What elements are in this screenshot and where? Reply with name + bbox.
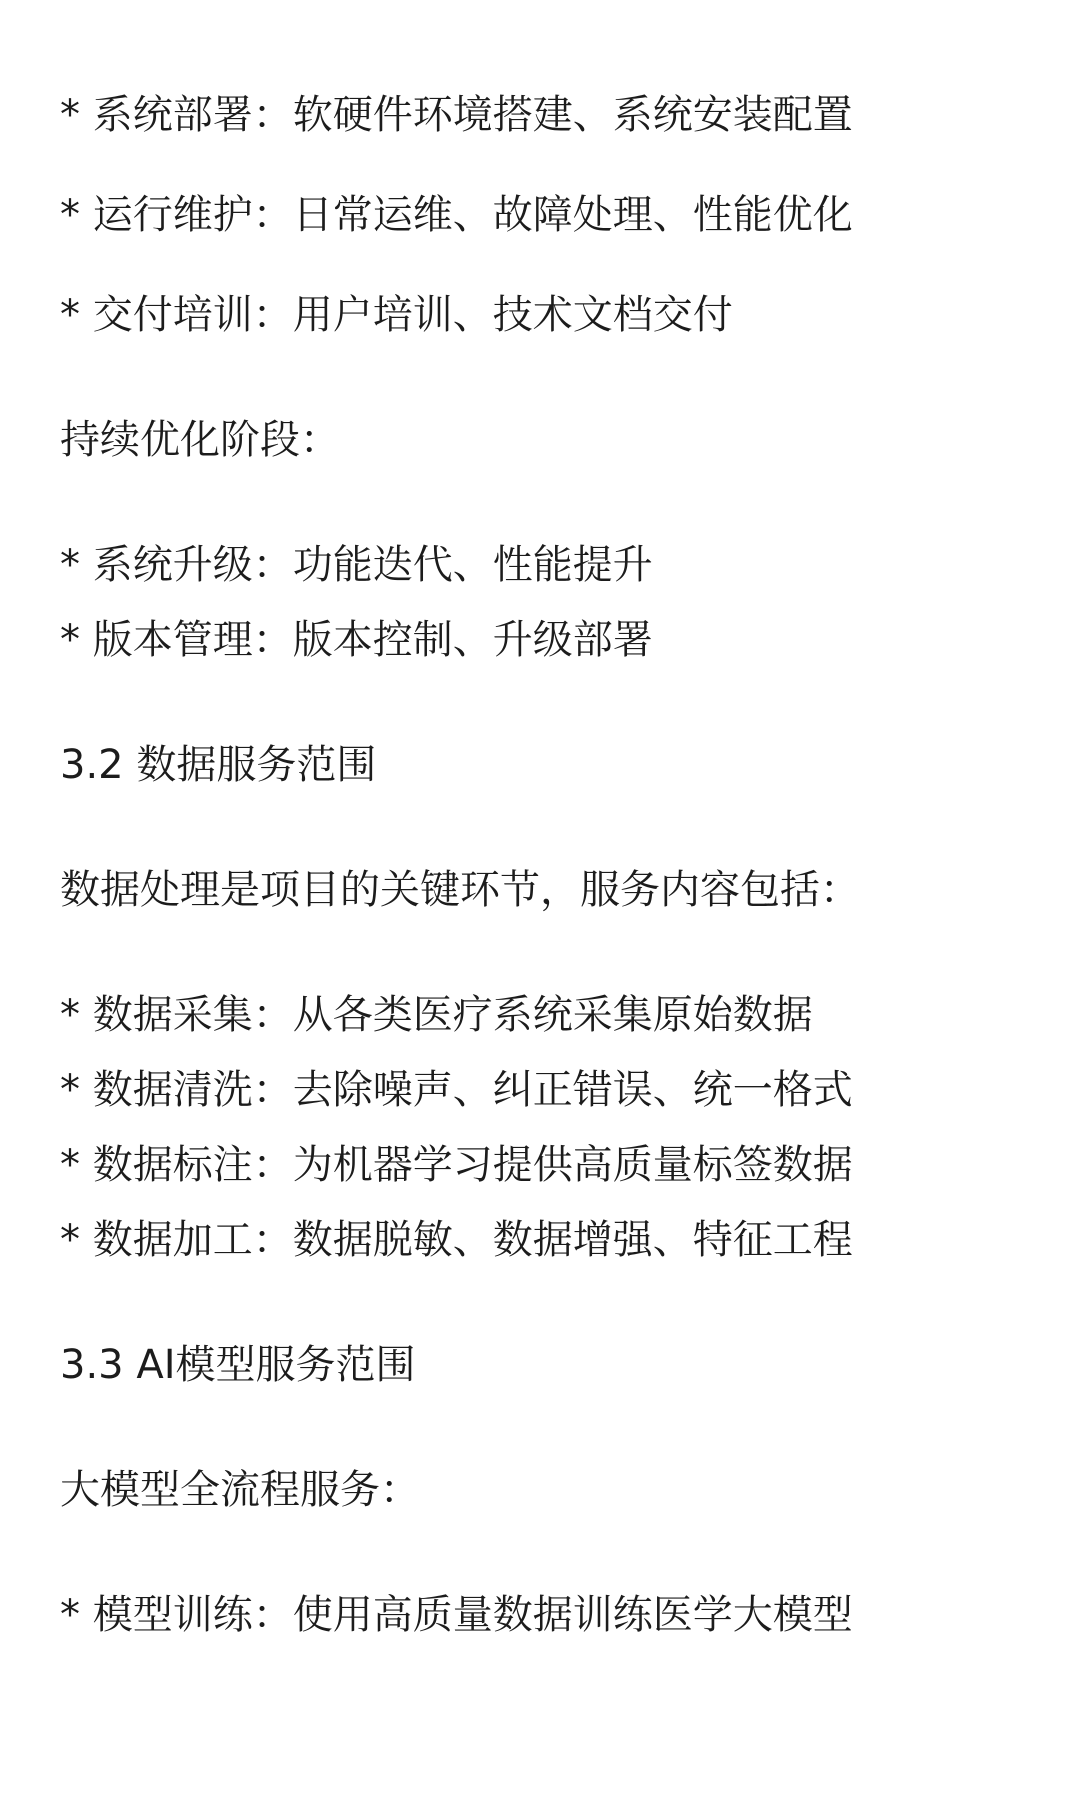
- bullet-data-collection: * 数据采集：从各类医疗系统采集原始数据: [60, 992, 813, 1038]
- bullet-data-annotation: * 数据标注：为机器学习提供高质量标签数据: [60, 1142, 853, 1188]
- bullet-system-deployment: * 系统部署：软硬件环境搭建、系统安装配置: [60, 92, 853, 138]
- section-continuous-optimization: 持续优化阶段：: [60, 417, 340, 463]
- bullet-model-training: * 模型训练：使用高质量数据训练医学大模型: [60, 1592, 853, 1638]
- bullet-data-processing: * 数据加工：数据脱敏、数据增强、特征工程: [60, 1217, 853, 1263]
- bullet-delivery-training: * 交付培训：用户培训、技术文档交付: [60, 292, 733, 338]
- paragraph-llm-full-process: 大模型全流程服务：: [60, 1467, 420, 1513]
- heading-ai-model-service-scope: 3.3 AI模型服务范围: [60, 1342, 416, 1388]
- bullet-operation-maintenance: * 运行维护：日常运维、故障处理、性能优化: [60, 192, 853, 238]
- paragraph-data-processing-intro: 数据处理是项目的关键环节，服务内容包括：: [60, 867, 860, 913]
- bullet-system-upgrade: * 系统升级：功能迭代、性能提升: [60, 542, 653, 588]
- bullet-data-cleaning: * 数据清洗：去除噪声、纠正错误、统一格式: [60, 1067, 853, 1113]
- bullet-version-management: * 版本管理：版本控制、升级部署: [60, 617, 653, 663]
- heading-data-service-scope: 3.2 数据服务范围: [60, 742, 377, 788]
